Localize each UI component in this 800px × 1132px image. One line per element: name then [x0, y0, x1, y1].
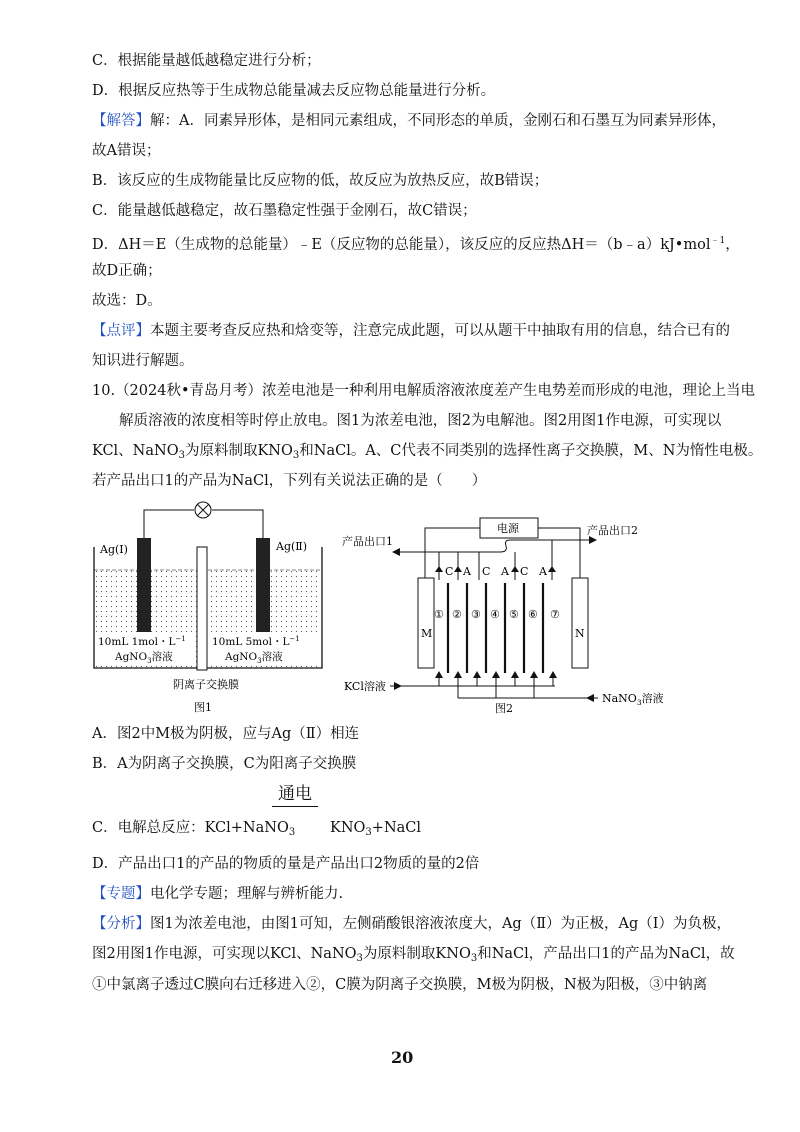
- text-span: C．电解总反应：KCl+NaNO: [92, 820, 289, 836]
- text-span: 中钠离: [663, 977, 708, 993]
- arrow-up-icon: [530, 671, 538, 678]
- answer-text: 解：A．同素异形体，是相同元素组成，不同形态的单质，金刚石和石墨互为同素异形体，: [150, 113, 726, 129]
- membrane-label: A: [463, 565, 471, 578]
- text-span: KCl、NaNO: [92, 443, 179, 459]
- question-line: 若产品出口1的产品为NaCl，下列有关说法正确的是（ ）: [92, 473, 487, 489]
- circled-number: ③: [649, 977, 664, 993]
- figure-2-electrolytic-cell: [340, 508, 680, 718]
- analysis-line: [92, 975, 707, 995]
- question-text: （2024秋•青岛月考）浓差电池是一种利用电解质溶液浓度差产生电势差而形成的电池，理论上当电: [115, 383, 756, 399]
- topic-line: [92, 884, 343, 904]
- solution-right-label: AgNO$_3$溶液: [225, 651, 283, 665]
- topic-text: 电化学专题；理解与辨析能力.: [150, 886, 344, 902]
- text-span: ，C膜为阴离子交换膜，M极为阴极，N极为阳极，: [320, 977, 650, 993]
- electrode-n-label: N: [575, 627, 585, 640]
- option-d: D．产品出口1的产品的物质的量是产品出口2物质的量的2倍: [92, 856, 480, 872]
- membrane-label: A: [539, 565, 547, 578]
- analysis-tag: 【分析】: [92, 916, 150, 932]
- analysis-text: 图1为浓差电池，由图1可知，左侧硝酸银溶液浓度大，Ag（Ⅱ）为正极，Ag（Ⅰ）为负极，: [150, 916, 732, 932]
- electrode-left-label: Ag(I): [100, 543, 128, 556]
- solution-left-label: AgNO$_3$溶液: [115, 651, 173, 665]
- answer-tag: 【解答】: [92, 113, 150, 129]
- arrow-up-icon: [511, 566, 519, 572]
- review-tag: 【点评】: [92, 323, 150, 339]
- text-line: C．根据能量越低越稳定进行分析；: [92, 53, 321, 69]
- membrane-label: 阴离子交换膜: [173, 678, 239, 691]
- chamber-label: ④: [490, 608, 500, 621]
- analysis-line: [92, 944, 735, 969]
- text-line: 故D正确；: [92, 263, 162, 279]
- arrow-left-icon: [392, 548, 400, 556]
- text-span: 图2用图1作电源，可实现以KCl、NaNO: [92, 946, 357, 962]
- kcl-inlet-pipe: [390, 676, 555, 686]
- outlet-2-label: 产品出口2: [587, 524, 638, 537]
- electrode-right: [256, 538, 270, 644]
- membrane-label: C: [482, 565, 491, 578]
- text-span: 为原料制取KNO: [184, 443, 293, 459]
- option-c-product: [330, 818, 421, 843]
- chamber-label: ⑤: [509, 608, 519, 621]
- membrane-label: C: [445, 565, 454, 578]
- chamber-label: ③: [471, 608, 481, 621]
- text-line: [92, 231, 740, 255]
- text-span: 中氯离子透过C膜向右迁移进入: [106, 977, 307, 993]
- option-c: [92, 818, 295, 843]
- text-line: D．根据反应热等于生成物总能量减去反应物总能量进行分析。: [92, 83, 496, 99]
- arrow-up-icon: [492, 671, 500, 678]
- electrode-right-label: Ag(Ⅱ): [276, 540, 308, 553]
- outlet-1-label: 产品出口1: [342, 535, 393, 548]
- nano3-inlet-pipe: [458, 676, 598, 698]
- question-line: 解质溶液的浓度相等时停止放电。图1为浓差电池，图2为电解池。图2用图1作电源，可实现以: [119, 413, 722, 429]
- subscript: 3: [356, 953, 363, 964]
- text-line: 故选：D。: [92, 293, 162, 309]
- arrow-up-icon: [473, 671, 481, 678]
- text-line: 知识进行解题。: [92, 353, 194, 369]
- question-line: [92, 381, 755, 401]
- electrode-left: [137, 538, 151, 644]
- superscript: ﹣1: [710, 236, 726, 246]
- figure-1-concentration-cell: [90, 500, 335, 716]
- membrane-label: A: [501, 565, 509, 578]
- text-span: 和NaCl，产品出口1的产品为NaCl，故: [477, 946, 735, 962]
- chamber-label: ①: [434, 608, 444, 621]
- arrow-up-icon: [435, 671, 443, 678]
- text-span: +NaCl: [371, 820, 422, 836]
- text-line: C．能量越低越稳定，故石墨稳定性强于金刚石，故C错误；: [92, 203, 477, 219]
- circled-number: ①: [92, 977, 107, 993]
- text-span: ，: [725, 237, 740, 253]
- electrode-m-label: M: [421, 627, 433, 640]
- subscript: 3: [365, 827, 372, 838]
- arrow-up-icon: [548, 566, 556, 572]
- review-line: [92, 321, 730, 341]
- chamber-label: ⑥: [528, 608, 538, 621]
- subscript: 3: [178, 450, 185, 461]
- electrolysis-condition: 通电: [272, 779, 318, 807]
- question-number: 10.: [92, 383, 116, 399]
- question-line: [92, 441, 762, 466]
- arrow-right-icon: [589, 536, 597, 544]
- figure-1-caption: 图1: [194, 701, 212, 714]
- option-a: A．图2中M极为阴极，应与Ag（Ⅱ）相连: [92, 726, 360, 742]
- chamber-label: ②: [452, 608, 462, 621]
- solution-right-label: 10mL 5mol・$L^{-1}$: [212, 635, 300, 648]
- review-text: 本题主要考查反应热和焓变等，注意完成此题，可以从题干中抽取有用的信息，结合已有的: [150, 323, 730, 339]
- text-line: B．该反应的生成物能量比反应物的低，故反应为放热反应，故B错误；: [92, 173, 549, 189]
- text-span: D．ΔH＝E（生成物的总能量）﹣E（反应物的总能量），该反应的反应热ΔH＝（b﹣a）kJ•mol: [92, 237, 711, 253]
- subscript: 3: [292, 450, 300, 461]
- analysis-line: [92, 914, 731, 934]
- answer-line: [92, 111, 726, 131]
- arrow-left-icon: [586, 694, 594, 702]
- power-label: 电源: [497, 522, 519, 535]
- kcl-label: KCl溶液: [344, 680, 386, 693]
- subscript: 3: [288, 827, 296, 838]
- electrode-n: [572, 578, 588, 668]
- nano3-label: NaNO$_3$溶液: [602, 692, 664, 707]
- electrode-m: [418, 578, 434, 668]
- subscript: 3: [470, 953, 478, 964]
- arrow-up-icon: [511, 671, 519, 678]
- arrow-up-icon: [454, 566, 462, 572]
- membranes: [448, 583, 543, 673]
- figure-2-caption: 图2: [495, 702, 513, 715]
- chamber-label: ⑦: [550, 608, 560, 621]
- text-span: 和NaCl。A、C代表不同类别的选择性离子交换膜，M、N为惰性电极。: [299, 443, 763, 459]
- arrow-up-icon: [454, 671, 462, 678]
- membrane-label: C: [520, 565, 529, 578]
- page-number: 20: [391, 1048, 414, 1067]
- option-b: B．A为阴离子交换膜，C为阳离子交换膜: [92, 756, 357, 772]
- text-span: KNO: [330, 820, 366, 836]
- text-span: 为原料制取KNO: [362, 946, 471, 962]
- arrow-right-icon: [394, 682, 402, 690]
- topic-tag: 【专题】: [92, 886, 150, 902]
- arrow-up-icon: [435, 566, 443, 572]
- solution-left-label: 10mL 1mol・$L^{-1}$: [98, 635, 186, 648]
- arrow-up-icon: [549, 671, 557, 678]
- membrane: [197, 547, 207, 670]
- circled-number: ②: [306, 977, 321, 993]
- text-line: 故A错误；: [92, 143, 161, 159]
